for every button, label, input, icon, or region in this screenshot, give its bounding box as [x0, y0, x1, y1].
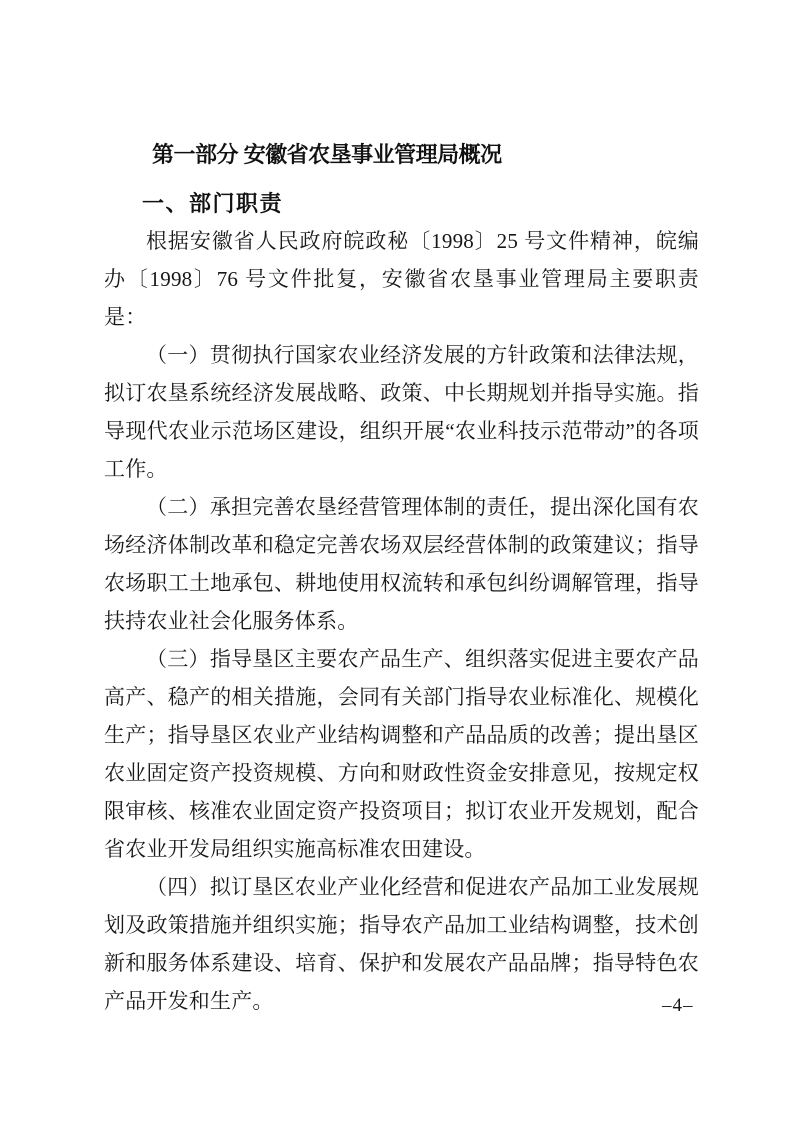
paragraph: 根据安徽省人民政府皖政秘〔1998〕25 号文件精神，皖编办〔1998〕76 号文件批复，安徽省农垦事业管理局主要职责是： — [104, 229, 699, 329]
page-number: –4– — [662, 995, 694, 1016]
paragraph: （四）拟订垦区农业产业化经营和促进农产品加工业发展规划及政策措施并组织实施；指导农产品加工业结构调整，技术创新和服务体系建设、培育、保护和发展农产品品牌；指导特色农产品开发和生产。 — [104, 875, 699, 1013]
paragraph: （二）承担完善农垦经营管理体制的责任，提出深化国有农场经济体制改革和稳定完善农场双层经营体制的政策建议；指导农场职工土地承包、耕地使用权流转和承包纠纷调解管理，指导扶持农业社会化服务体系。 — [104, 495, 699, 633]
document-body — [104, 222, 699, 1020]
section-heading: 一、部门职责 — [142, 191, 284, 216]
paragraph: （三）指导垦区主要农产品生产、组织落实促进主要农产品高产、稳产的相关措施，会同有关部门指导农业标准化、规模化生产；指导垦区农业产业结构调整和产品品质的改善；提出垦区农业固定资产投资规模、方向和财政性资金安排意见，按规定权限审核、核准农业固定资产投资项目；拟订农业开发规划，配合省农业开发局组织实施高标准农田建设。 — [104, 647, 699, 861]
document-title: 第一部分 安徽省农垦事业管理局概况 — [152, 142, 502, 167]
paragraph: （一）贯彻执行国家农业经济发展的方针政策和法律法规，拟订农垦系统经济发展战略、政策、中长期规划并指导实施。指导现代农业示范场区建设，组织开展“农业科技示范带动”的各项工作。 — [104, 343, 699, 481]
